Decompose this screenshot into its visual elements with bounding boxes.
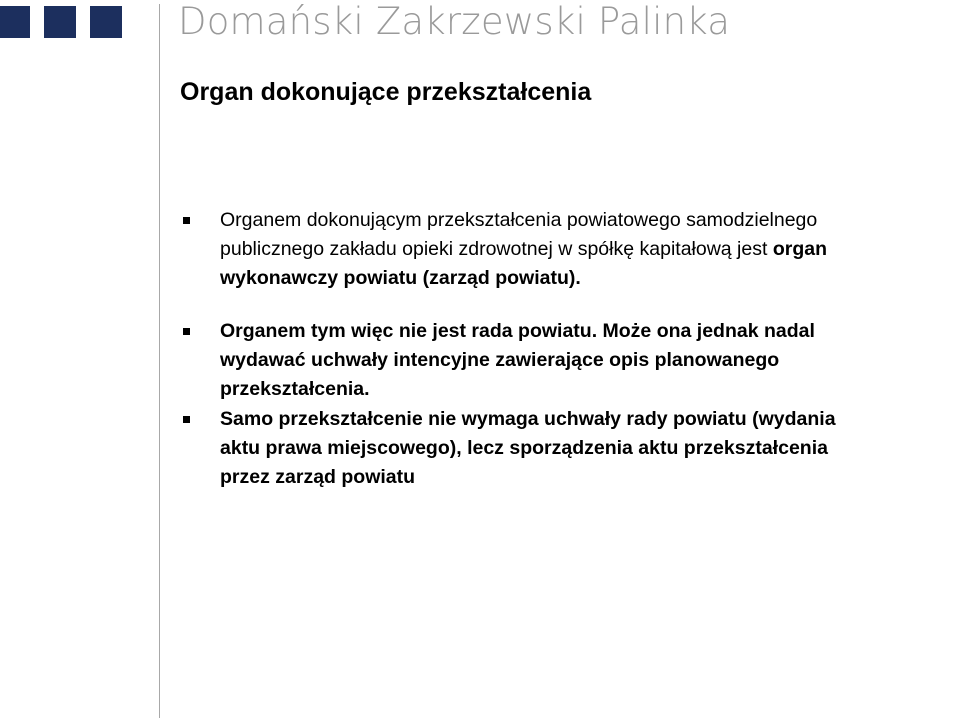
logo-squares <box>0 6 122 38</box>
list-item <box>180 317 960 404</box>
square-bullet-icon <box>183 328 190 335</box>
logo-square-icon <box>44 6 76 38</box>
bullet-line: wydawać uchwały intencyjne zawierające opis planowanego <box>220 349 780 371</box>
bullet-line: aktu prawa miejscowego), lecz sporządzenia aktu przekształcenia <box>220 437 828 459</box>
bold-term: organ <box>772 238 827 260</box>
bullet-line: wykonawczy powiatu (zarząd powiatu). <box>220 267 581 289</box>
bullet-line: Samo przekształcenie nie wymaga uchwały rady powiatu (wydania <box>220 408 836 430</box>
page-title: Organ dokonujące przekształcenia <box>180 78 592 106</box>
bullet-line-text: publicznego zakładu opieki zdrowotnej w spółkę kapitałową jest <box>220 238 773 260</box>
list-item <box>180 206 960 293</box>
bullet-line: przekształcenia. <box>220 378 370 400</box>
bullet-line: Organem dokonującym przekształcenia powiatowego samodzielnego <box>220 209 818 231</box>
logo-square-icon <box>0 6 30 38</box>
logo-square-icon <box>90 6 122 38</box>
vertical-divider <box>159 4 160 718</box>
bullet-list <box>180 206 960 492</box>
bullet-line: Organem tym więc nie jest rada powiatu. Może ona jednak nadal <box>220 320 815 342</box>
bullet-line: przez zarząd powiatu <box>220 466 416 488</box>
firm-name: Domański Zakrzewski Palinka <box>178 0 731 43</box>
square-bullet-icon <box>183 416 190 423</box>
list-item <box>180 405 960 492</box>
square-bullet-icon <box>183 217 190 224</box>
bullet-line <box>220 235 960 264</box>
